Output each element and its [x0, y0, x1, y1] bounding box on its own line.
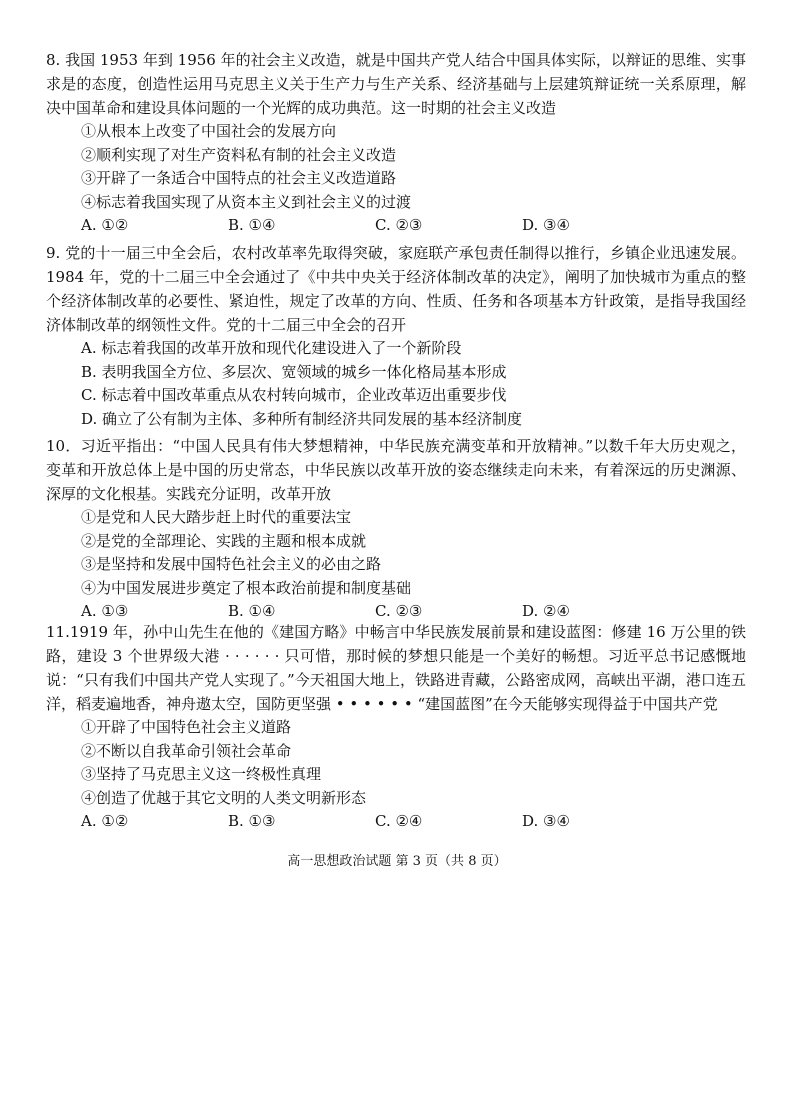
question-8-item-2: ②顺利实现了对生产资料私有制的社会主义改造	[81, 145, 397, 164]
question-10-stem: 10．习近平指出：“中国人民具有伟大梦想精神，中华民族充满变革和开放精神。”以数千年大历史观之，变革和开放总体上是中国的历史常态，中华民族以改革开放的姿态继续走向未来，有着深远的历史渊源、深厚的文化根基。实践充分证明，改革开放	[46, 437, 746, 503]
question-10-choice-c: C. ②③	[375, 602, 423, 621]
question-11-choices	[46, 810, 746, 834]
question-10-choice-d: D. ②④	[522, 602, 570, 621]
question-9-option-b: B. 表明我国全方位、多层次、宽领域的城乡一体化格局基本形成	[81, 362, 507, 381]
question-9	[46, 241, 746, 431]
question-9-stem: 9. 党的十一届三中全会后，农村改革率先取得突破，家庭联产承包责任制得以推行，乡镇企业迅速发展。1984 年，党的十二届三中全会通过了《中共中央关于经济体制改革的决定》，阐明了加快城市为重点的整个经济体制改革的必要性、紧迫性，规定了改革的方向、性质、任务和各项基本方针政策，是指导我国经济体制改革的纲领性文件。党的十二届三中全会的召开	[46, 244, 746, 334]
question-8-stem: 8. 我国 1953 年到 1956 年的社会主义改造，就是中国共产党人结合中国具体实际，以辩证的思维、实事求是的态度，创造性运用马克思主义关于生产力与生产关系、经济基础与上层建筑辩证统一关系原理，解决中国革命和建设具体问题的一个光辉的成功典范。这一时期的社会主义改造	[46, 51, 746, 117]
question-9-option-d: D. 确立了公有制为主体、多种所有制经济共同发展的基本经济制度	[81, 409, 523, 428]
question-11	[46, 620, 746, 834]
question-11-choice-c: C. ②④	[375, 812, 423, 831]
question-11-choice-b: B. ①③	[228, 812, 276, 831]
question-9-option-a: A. 标志着我国的改革开放和现代化建设进入了一个新阶段	[81, 339, 462, 357]
question-11-item-3: ③坚持了马克思主义这一终极性真理	[81, 765, 322, 784]
question-8-choice-d: D. ③④	[522, 216, 570, 235]
question-11-item-2: ②不断以自我革命引领社会革命	[81, 741, 292, 760]
question-8	[46, 48, 746, 238]
question-10-item-2: ②是党的全部理论、实践的主题和根本成就	[81, 531, 367, 550]
question-8-item-3: ③开辟了一条适合中国特点的社会主义改造道路	[81, 169, 397, 188]
question-8-choice-c: C. ②③	[375, 216, 423, 235]
question-8-choice-a: A. ①②	[81, 216, 129, 235]
question-9-option-c: C. 标志着中国改革重点从农村转向城市，企业改革迈出重要步伐	[81, 386, 507, 405]
question-10-item-3: ③是坚持和发展中国特色社会主义的必由之路	[81, 555, 382, 574]
question-11-item-4: ④创造了优越于其它文明的人类文明新形态	[81, 788, 367, 807]
question-11-choice-a: A. ①②	[81, 812, 129, 831]
question-8-choices	[46, 214, 746, 238]
question-10-choice-a: A. ①③	[81, 602, 129, 621]
question-10-choice-b: B. ①④	[228, 602, 276, 621]
question-10-item-1: ①是党和人民大踏步赶上时代的重要法宝	[81, 508, 352, 526]
question-10	[46, 434, 746, 624]
question-8-item-4: ④标志着我国实现了从资本主义到社会主义的过渡	[81, 192, 412, 211]
question-11-choice-d: D. ③④	[522, 812, 570, 831]
question-8-item-1: ①从根本上改变了中国社会的发展方向	[81, 122, 337, 140]
question-11-item-1: ①开辟了中国特色社会主义道路	[81, 718, 292, 736]
question-10-item-4: ④为中国发展进步奠定了根本政治前提和制度基础	[81, 578, 412, 597]
page-footer: 高一思想政治试题 第 3 页（共 8 页）	[287, 854, 507, 869]
question-8-choice-b: B. ①④	[228, 216, 276, 235]
question-11-stem: 11.1919 年，孙中山先生在他的《建国方略》中畅言中华民族发展前景和建设蓝图：修建 16 万公里的铁路，建设 3 个世界级大港 · · · · · · 只可惜，那时候的梦想只能是一个美好的畅想。习近平总书记感慨地说：“只有我们中国共产党人实现了。”今天祖国大地上，铁路进青藏，公路密成网，高峡出平湖，港口连五洋，稻麦遍地香，神舟遨太空，国防更坚强 • • • • • • “建国蓝图”在今天能够实现得益于中国共产党	[46, 623, 746, 713]
